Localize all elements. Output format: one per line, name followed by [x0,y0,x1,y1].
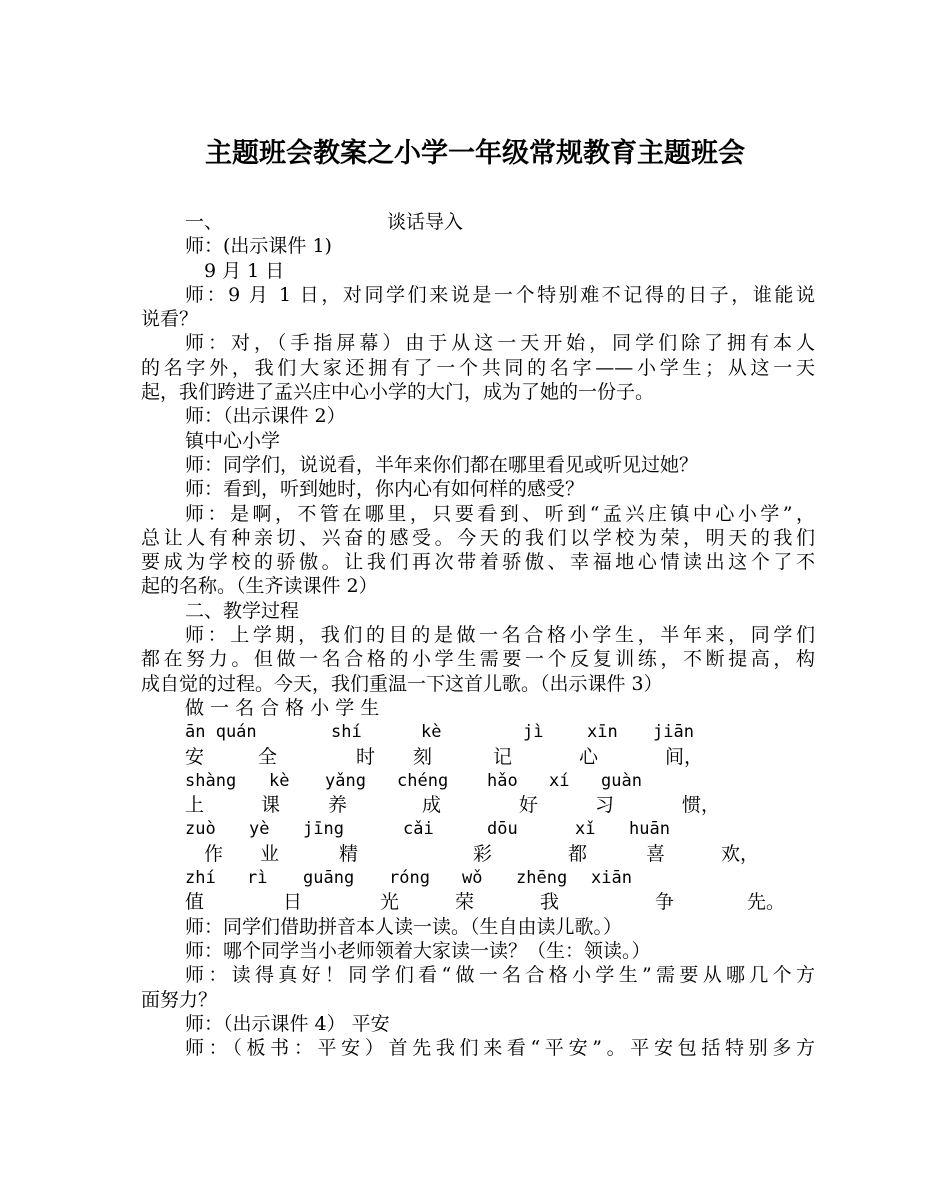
section-heading-1 [141,210,815,234]
document-body [141,210,815,1060]
section-heading-2: 二、教学过程 [185,599,300,622]
document-title: 主题班会教案之小学一年级常规教育主题班会 [205,138,745,169]
paragraph: 师：是啊，不管在哪里，只要看到、听到“孟兴庄镇中心小学”， [185,502,815,525]
paragraph: 师：(出示课件 1) [185,235,332,258]
paragraph: 师：（出示课件 4） 平安 [185,1012,390,1035]
date-line: 9 月 1 日 [204,259,285,282]
poem-pinyin-line-4: zhí rì guāng róng wǒ zhēng xiān [185,868,632,889]
section-number: 一、 [185,211,224,233]
poem-pinyin-line-3: zuò yè jīng cǎi dōu xǐ huān [185,819,670,840]
poem-pinyin-line-2: shàng kè yǎng chéng hǎo xí guàn [185,770,642,791]
paragraph: 师：读得真好！同学们看“做一名合格小学生”需要从哪几个方 [185,964,815,987]
paragraph: 的名字外，我们大家还拥有了一个共同的名字——小学生；从这一天 [141,356,815,379]
paragraph: 师：（出示课件 2） [185,405,346,428]
paragraph: 师：9 月 1 日，对同学们来说是一个特别难不记得的日子，谁能说 [185,283,815,306]
paragraph: 总让人有种亲切、兴奋的感受。今天的我们以学校为荣，明天的我们 [141,526,815,549]
paragraph: 师：对，（手指屏幕）由于从这一天开始，同学们除了拥有本人 [185,332,815,355]
paragraph: 师：哪个同学当小老师领着大家读一读？（生：领读。） [185,939,651,962]
paragraph: 师：上学期，我们的目的是做一名合格小学生，半年来，同学们 [185,624,815,647]
poem-line-1: 安 全 时 刻 记 心 间， [185,745,704,768]
paragraph: 起，我们跨进了孟兴庄中心小学的大门，成为了她的一份子。 [141,381,655,404]
paragraph: 镇中心小学 [185,429,281,452]
paragraph: 都在努力。但做一名合格的小学生需要一个反复训练，不断提高，构 [141,648,815,671]
poem-line-3: 作 业 精 彩 都 喜 欢， [204,842,760,865]
section-title: 谈话导入 [387,211,464,233]
paragraph: 师：同学们借助拼音本人读一读。（生自由读儿歌。） [185,915,623,938]
paragraph: 起的名称。（生齐读课件 2） [141,575,378,598]
paragraph: 成自觉的过程。今天，我们重温一下这首儿歌。（出示课件 3） [141,672,663,695]
poem-line-4: 值 日 光 荣 我 争 先。 [185,891,786,914]
paragraph: 要成为学校的骄傲。让我们再次带着骄傲、幸福地心情读出这个了不 [141,551,815,574]
poem-pinyin-line-1: ān quán shí kè jì xīn jiān [185,722,694,743]
paragraph: 说看？ [141,308,199,331]
paragraph: 面努力？ [141,988,218,1011]
paragraph: 师：看到，听到她时，你内心有如何样的感受？ [185,478,585,501]
poem-line-2: 上 课 养 成 好 习 惯， [185,794,721,817]
paragraph: 师：同学们，说说看，半年来你们都在哪里看见或听见过她？ [185,453,699,476]
poem-title: 做 一 名 合 格 小 学 生 [185,696,380,719]
paragraph: 师：（板书：平安）首先我们来看“平安”。平安包括特别多方 [185,1037,815,1060]
